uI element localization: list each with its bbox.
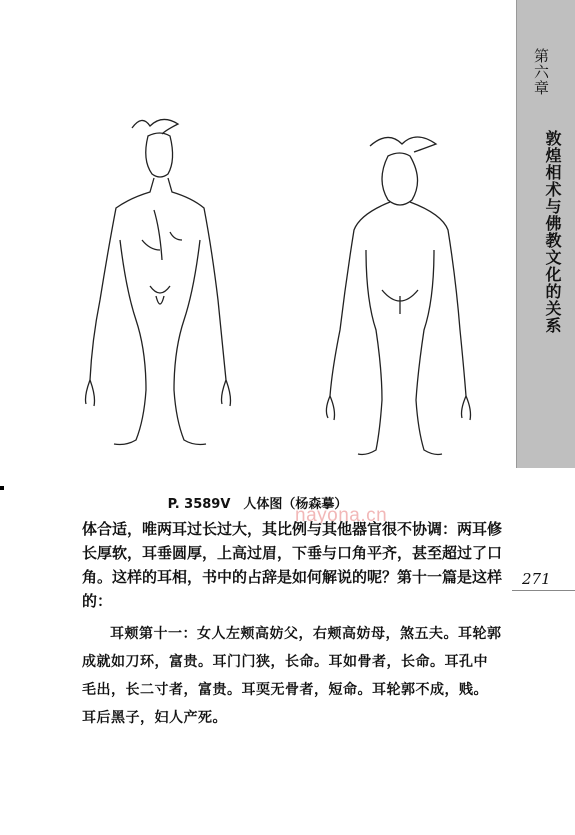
margin-mark	[0, 486, 4, 490]
chapter-label: 第六章	[532, 48, 550, 96]
figure-caption: P. 3589V 人体图（杨森摹）	[167, 497, 348, 512]
chapter-side-tab	[516, 0, 575, 468]
page-number-rule	[512, 590, 575, 591]
chapter-title: 敦煌相术与佛教文化的关系	[543, 130, 562, 334]
page-number: 271	[522, 570, 551, 588]
quoted-passage: 耳颊第十一：女人左颊高妨父，右颊高妨母，煞五夫。耳轮郭成就如刀环，富贵。耳门门狭，长命。耳如骨者，长命。耳孔中毛出，长二寸者，富贵。耳耎无骨者，短命。耳轮郭不成，贱。耳后黑子，妇人产死。	[82, 626, 502, 726]
body-paragraph: 体合适，唯两耳过长过大，其比例与其他器官很不协调：两耳修长厚软，耳垂圆厚，上高过眉，下垂与口角平齐，甚至超过了口角。这样的耳相，书中的占辞是如何解说的呢？第十一篇是这样的：	[82, 520, 503, 610]
watermark: nayona.cn	[295, 505, 388, 526]
body-illustration	[70, 100, 510, 470]
